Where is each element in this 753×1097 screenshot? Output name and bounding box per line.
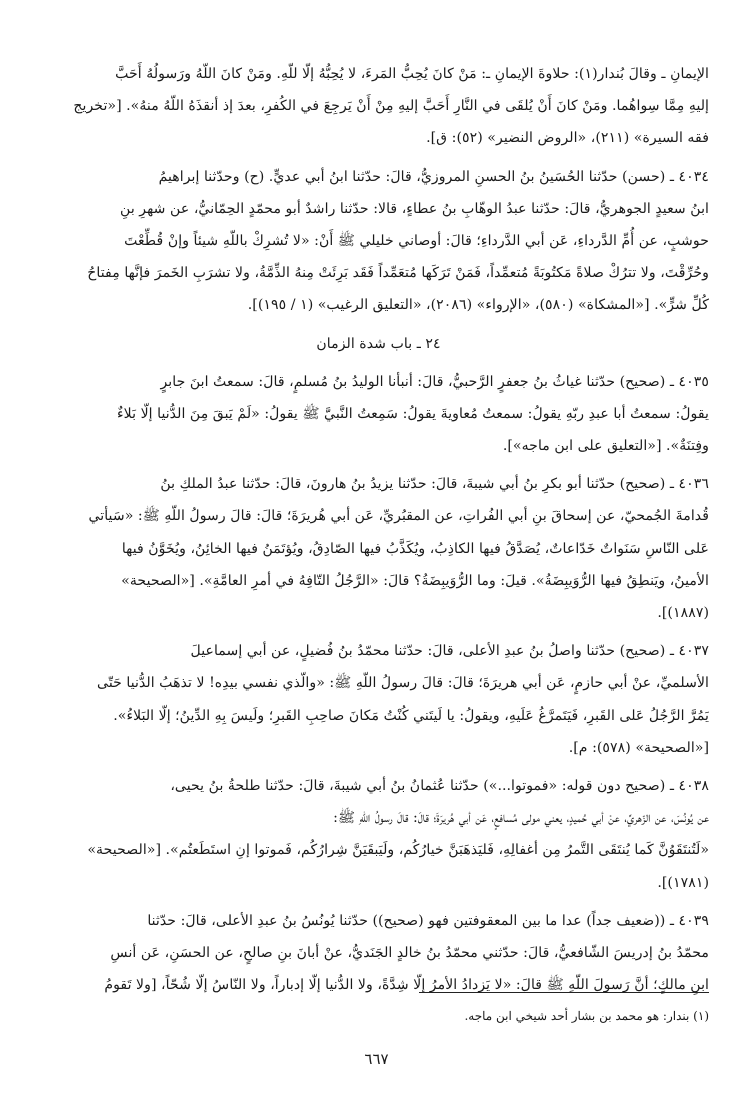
text-line: (١٨٨٧)].: [657, 605, 709, 622]
hadith-paragraph: [48, 635, 709, 764]
chapter-title: ٢٤ ـ باب شدة الزمان: [316, 335, 441, 352]
text-line: ٤٠٣٦ ـ (صحيح) حدّثنا أبو بكرِ بنُ أبي شيبةَ، قالَ: حدّثنا يزيدُ بنُ هارونَ، قالَ: حدّثنا عبدُ الملكِ بنُ: [160, 476, 709, 493]
hadith-paragraph: [48, 58, 709, 155]
text-line: وحُرِّقْتَ، ولا تترُكْ صلاةً مَكتُوبَةً مُتعمِّداً، فَمَنْ تَرَكَها مُتعَمِّداً فَقَد بَرِئَتْ مِنهُ الذِّمَّةُ، ولا تشرَبِ الخَمرَ فإنَّها مِفتاحُ: [87, 265, 709, 282]
text-line: [«الصحيحة» (٥٧٨): م].: [568, 739, 709, 756]
text-line: كُلِّ شرٍّ». [«المشكاة» (٥٨٠)، «الإرواء» (٢٠٨٦)، «التعليق الرغيب» (١ / ١٩٥)].: [247, 297, 709, 314]
text-line: حوشبٍ، عن أُمِّ الدَّرداءِ، عَن أبي الدَّرداءِ؛ قالَ: أوصاني خليلي ﷺ أَنْ: «لا تُشرِكْ باللّهِ شيئاً وإنْ قُطِّعْتَ: [124, 233, 709, 250]
text-line: الإيمانِ ـ وقالَ بُندار(١): حلاوةَ الإيمانِ ـ: مَنْ كانَ يُحِبُّ المَرءَ، لا يُحِبُّهُ إلّا للّهِ. ومَنْ كانَ اللّهُ ورَسولُهُ أَحَبَّ: [115, 66, 709, 82]
text-body: [48, 58, 709, 1001]
text-line: الأسلميِّ، عنْ أبي حازمٍ، عَن أبي هريرَةَ؛ قالَ: قالَ رسولُ اللّهِ ﷺ: «والّذي نفسي بيدِه! لا تذهَبُ الدُّنيا حَتّى: [97, 675, 709, 692]
text-line: ابنُ سعيدٍ الجوهريُّ، قالَ: حدّثنا عبدُ الوهّابِ بنُ عطاءٍ، قالا: حدّثنا راشدٌ أبو محمّدٍ الحِمّانيُّ، عن شهرِ بنِ: [120, 200, 709, 217]
text-line: فقه السيرة» (٢١١)، «الروض النضير» (٥٢): ق].: [426, 130, 709, 147]
text-line: ابنِ مالكٍ؛ أنَّ رَسولَ اللّهِ ﷺ قالَ: «لا يَزدادُ الأمرُ إلّا شِدَّةً، ولا الدُّنيا إلّا إدباراً، ولا النّاسُ إلّا شُحّاً، [ولا تَقومُ: [104, 977, 709, 994]
hadith-paragraph: [48, 366, 709, 463]
text-line: «لَتُنتَقَوُنَّ كَما يُنتَقَى التَّمرُ مِن أغفالِهِ، فَليَذهَبَنَّ خيارُكُم، ولَيَبقَيَنَّ شِرارُكُم، فَموتوا إنِ استَطَعتُم». [«الصحيحة»: [87, 842, 709, 859]
text-line: ٤٠٣٥ ـ (صحيح) حدّثنا غياثُ بنُ جعفرٍ الرَّحبيُّ، قالَ: أنبأنا الوليدُ بنُ مُسلمٍ، قالَ: سمعتُ ابنَ جابرٍ: [160, 373, 709, 390]
text-line: يقولُ: سمعتُ أبا عبدِ ربّهِ يقولُ: سمعتُ مُعاويةَ يقولُ: سَمِعتُ النَّبيَّ ﷺ يقولُ: «لَمْ يَبقَ مِنَ الدُّنيا إلّا بَلاءٌ: [116, 405, 709, 422]
text-line: إليهِ مِمَّا سِواهُما. ومَنْ كانَ أَنْ يُلقَى في النَّارِ أَحَبَّ إليهِ مِنْ أَنْ يَرجِعَ في الكُفرِ، بعدَ إذ أنقذَهُ اللّهُ منهُ». [«تخريج: [73, 98, 709, 115]
page-number: ٦٦٧: [364, 1050, 389, 1068]
hadith-paragraph: [48, 161, 709, 322]
text-line: عَلى النّاسِ سَنَواتٌ خَدّاعاتٌ، يُصَدَّقُ فيها الكاذِبُ، ويُكَذَّبُ فيها الصّادِقُ، ويُؤتَمَنُ فيها الخائِنُ، ويُخَوَّنُ فيها: [121, 540, 709, 557]
text-line: ٤٠٣٨ ـ (صحيح دون قوله: «فموتوا...») حدّثنا عُثمانُ بنُ أبي شيبةَ، قالَ: حدّثنا طلحةُ بنُ يحيى،: [170, 778, 709, 795]
footnote-separator: [419, 992, 709, 993]
text-line: وفِتنَةٌ». [«التعليق على ابن ماجه»].: [502, 438, 709, 455]
text-line: (١٧٨١)].: [657, 874, 709, 891]
text-line: ٤٠٣٩ ـ ((ضعيف جداً) عدا ما بين المعقوفتين فهو (صحيح)) حدّثنا يُونُسُ بنُ عبدِ الأعلى، قالَ: حدّثنا: [147, 912, 709, 929]
footnote: (١) بندار: هو محمد بن بشار أحد شيخي ابن ماجه.: [464, 1009, 709, 1023]
text-line: ٤٠٣٧ ـ (صحيح) حدّثنا واصلُ بنُ عبدِ الأعلى، قالَ: حدّثنا محمّدُ بنُ فُضيلٍ، عن أبي إسماعيلَ: [190, 643, 709, 660]
text-line: الأمينُ، ويَنطِقُ فيها الرُّوَيبِضَةُ». قيلَ: وما الرُّوَيبِضَةُ؟ قالَ: «الرَّجُلُ التّافِهُ في أمرِ العامَّةِ». [«الصحيحة»: [121, 572, 709, 589]
chapter-heading: [48, 328, 709, 360]
text-line: قُدامةَ الجُمحيّ، عن إسحاقَ بنِ أبي الفُراتِ، عن المقبُريِّ، عَن أبي هُريرَةَ؛ قالَ: قالَ رسولُ اللّهِ ﷺ: «سَيأتي: [88, 508, 709, 525]
text-line: عن يُونُسَ، عن الزّهريِّ، عنْ أبي حُميدٍ، يعني مولى مُسافعٍ، عَن أبي هُريرَةَ؛ قالَ: قالَ رسولُ اللّهِ ﷺ:: [333, 810, 709, 827]
hadith-paragraph: [48, 770, 709, 899]
hadith-paragraph: [48, 905, 709, 1002]
hadith-paragraph: [48, 468, 709, 629]
text-line: يَمُرَّ الرَّجُلُ عَلى القَبرِ، فَيَتَمرَّغُ عَلَيهِ، ويقولُ: يا لَيتَني كُنْتُ مَكانَ صاحِبِ القَبرِ؛ ولَيسَ بِهِ الدِّينُ؛ إلّا البَلاءُ».: [113, 707, 709, 724]
text-line: ٤٠٣٤ ـ (حسن) حدّثنا الحُسَينُ بنُ الحسنِ المروزيُّ، قالَ: حدّثنا ابنُ أبي عديٍّ. (ح) وحدّثنا إبراهيمُ: [158, 168, 709, 185]
text-line: محمّدُ بنُ إدريسَ الشّافعيُّ، قالَ: حدّثني محمّدُ بنُ خالدٍ الجَنَديُّ، عنْ أبانَ بنِ صالحٍ، عن الحسَنِ، عَن أنسِ: [110, 945, 709, 962]
